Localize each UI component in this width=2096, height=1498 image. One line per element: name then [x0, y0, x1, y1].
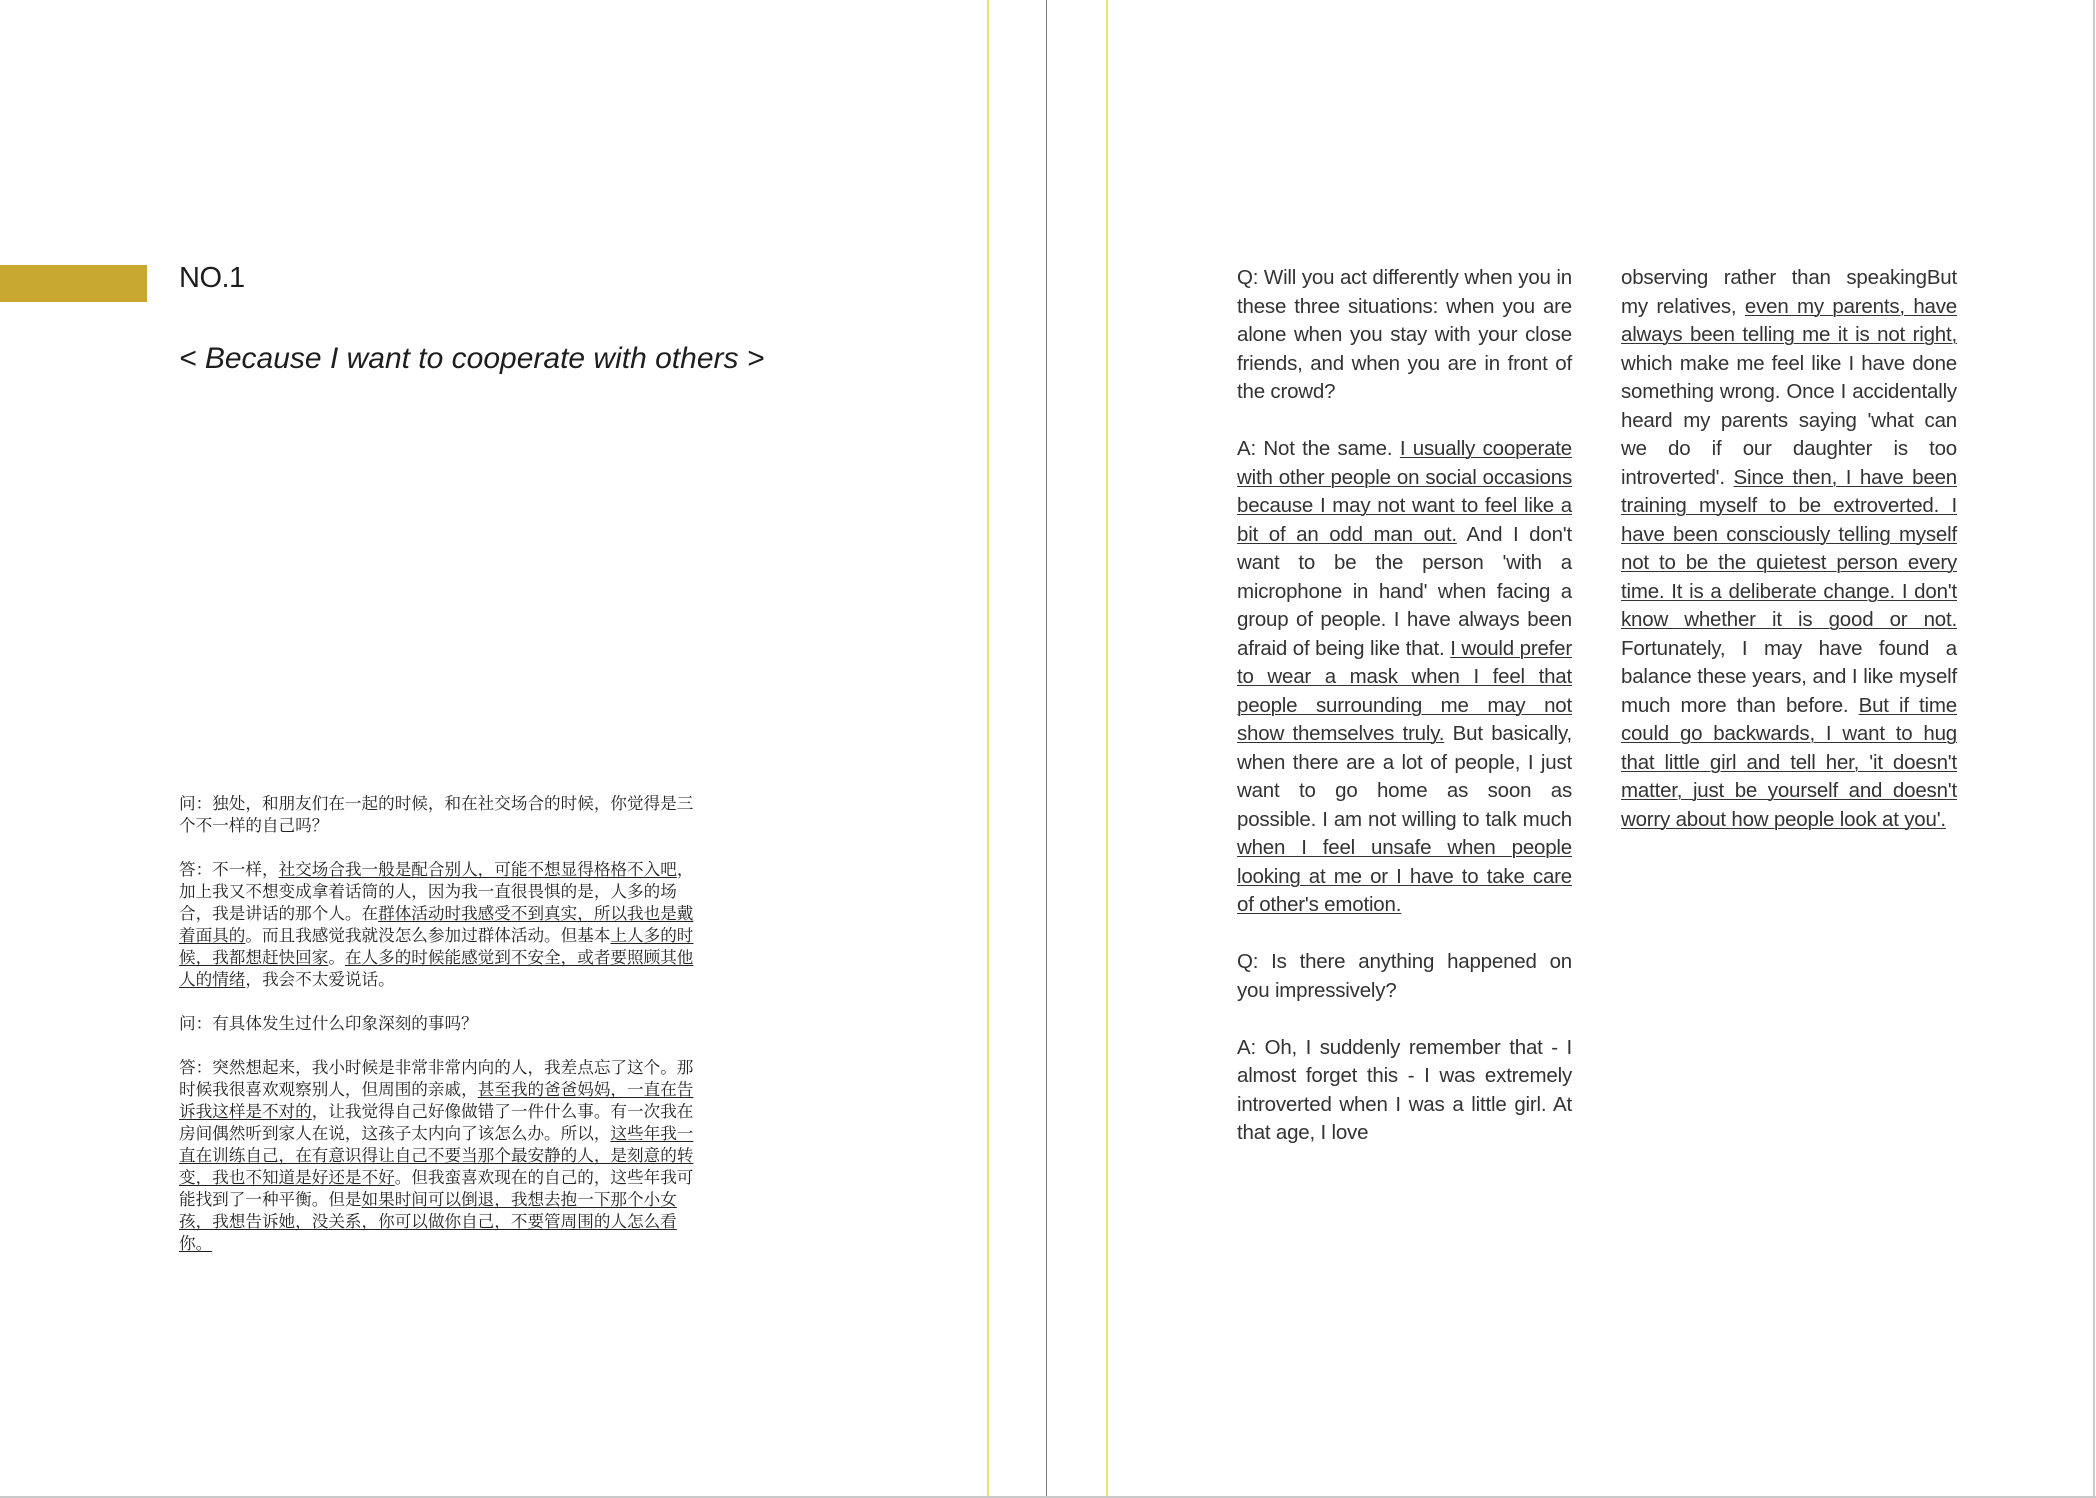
underlined-text: But if time could go backwards, I want to hug that little girl and tell her, 'it doesn't matter, just be yourself and doesn't worry about how people look at you'.: [1621, 693, 1957, 831]
chinese-interview: [179, 793, 696, 1277]
underlined-text: when I feel unsafe when people looking at me or I have to take care of other's emotion.: [1237, 836, 1572, 916]
underlined-text: 甚至我的爸爸妈妈，一直在告诉我这样是不对的: [179, 1080, 694, 1121]
english-answer-2-continued: [1621, 264, 1957, 834]
underlined-text: 上人多的时候，我都想赶快回家: [179, 926, 694, 967]
text-run: Fortunately, I may have found a balance these years, and I like myself much more than before.: [1621, 636, 1957, 717]
text-run: ，加上我又不想变成拿着话筒的人，因为我一直很畏惧的是，人多的场合，我是讲话的那个人。在: [179, 860, 694, 923]
text-run: But basically, when there are a lot of people, I just want to go home as soon as possible. I am not willing to talk much: [1237, 722, 1573, 831]
page-edge-right: [2093, 0, 2095, 1498]
english-column-1: [1237, 264, 1572, 1176]
text-run: And I don't want to be the person 'with a microphone in hand' when facing a group of people. I have always been afraid of being like that.: [1237, 522, 1572, 660]
underlined-text: 社交场合我一般是配合别人，可能不想显得格格不入吧: [278, 860, 677, 879]
chapter-number: NO.1: [179, 262, 245, 294]
page-spine: [1046, 0, 1047, 1498]
text-run: A: Not the same.: [1237, 437, 1400, 460]
text-run: 。而且我感觉我就没怎么参加过群体活动。但基本: [245, 926, 611, 945]
text-run: 。: [328, 948, 345, 967]
text-run: observing rather than speakingBut my relatives,: [1621, 266, 1957, 318]
underlined-text: 在人多的时候能感觉到不安全，或者要照顾其他人的情绪: [179, 948, 694, 989]
chinese-answer-2: [179, 1057, 696, 1255]
chinese-question-1: 问：独处，和朋友们在一起的时候，和在社交场合的时候，你觉得是三个不一样的自己吗？: [179, 794, 694, 835]
english-answer-1: [1237, 435, 1572, 920]
margin-guide-right: [1106, 0, 1108, 1498]
text-run: ，我会不太爱说话。: [245, 970, 395, 989]
text-run: 答：突然想起来，我小时候是非常非常内向的人，我差点忘了这个。那时候我很喜欢观察别人，但周围的亲戚，: [179, 1058, 694, 1099]
underlined-text: Since then, I have been training myself to be extroverted. I have been consciously telling myself not to be the quietest person every time. It is a deliberate change. I don't know whether it is good or not.: [1621, 465, 1957, 631]
underlined-text: even my parents, have always been telling me it is not right,: [1621, 294, 1957, 346]
english-question-2: Q: Is there anything happened on you impressively?: [1237, 950, 1572, 1002]
text-run: 答：不一样，: [179, 860, 279, 879]
english-question-1: Q: Will you act differently when you in these three situations: when you are alone when you stay with your close friends, and when you are in front of the crowd?: [1237, 266, 1572, 403]
underlined-text: I usually cooperate with other people on social occasions because I may not want to feel like a bit of an odd man out.: [1237, 437, 1573, 546]
underlined-text: I would prefer to wear a mask when I feel that people surrounding me may not show themselves truly.: [1237, 636, 1572, 745]
margin-guide-left: [987, 0, 989, 1498]
chinese-answer-1: [179, 859, 696, 991]
underlined-text: 这些年我一直在训练自己，在有意识得让自己不要当那个最安静的人，是刻意的转变，我也不知道是好还是不好: [179, 1124, 694, 1187]
underlined-text: 如果时间可以倒退，我想去抱一下那个小女孩，我想告诉她，没关系，你可以做你自己，不要管周围的人怎么看你。: [179, 1190, 677, 1253]
chinese-question-2: 问：有具体发生过什么印象深刻的事吗？: [179, 1014, 478, 1033]
text-run: ，让我觉得自己好像做错了一件什么事。有一次我在房间偶然听到家人在说，这孩子太内向了该怎么办。所以，: [179, 1102, 694, 1143]
chapter-accent-bar: [0, 265, 147, 302]
chapter-title: < Because I want to cooperate with others >: [179, 342, 765, 375]
english-column-2: [1621, 264, 1957, 863]
text-run: 。但我蛮喜欢现在的自己的，这些年我可能找到了一种平衡。但是: [179, 1168, 694, 1209]
underlined-text: 群体活动时我感受不到真实，所以我也是戴着面具的: [179, 904, 694, 945]
english-answer-2-start: A: Oh, I suddenly remember that - I almost forget this - I was extremely introverted when I was a little girl. At that age, I love: [1237, 1035, 1572, 1144]
text-run: which make me feel like I have done something wrong. Once I accidentally heard my parents saying 'what can we do if our daughter is too introverted'.: [1621, 351, 1957, 489]
